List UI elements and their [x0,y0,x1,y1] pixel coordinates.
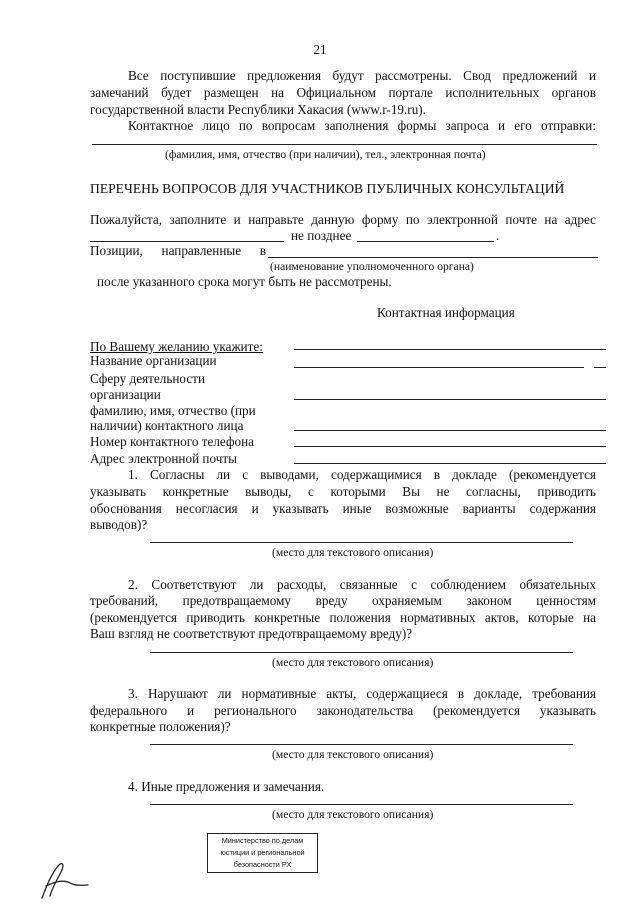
intro-line-2: замечаний будет размещен на Официальном портале исполнительных органов [90,85,596,100]
question-1-line-4: выводов)? [90,517,148,532]
contact-info-title: Контактная информация [377,305,515,320]
activity-answer-line [294,399,606,400]
instructions-deadline-label: не позднее [291,228,352,243]
org-name-answer-line [294,367,584,368]
question-3-answer-caption: (место для текстового описания) [272,748,434,761]
intro-line-4: Контактное лицо по вопросам заполнения формы запроса и его отправки: [128,118,596,133]
authority-caption: (наименование уполномоченного органа) [270,260,474,273]
fio-label-2: наличии) контактного лица [90,418,244,433]
question-2-line-1: 2. Соответствуют ли расходы, связанные с соблюдением обязательных [128,577,596,592]
org-name-label: Название организации [90,353,217,368]
page-heading: ПЕРЕЧЕНЬ ВОПРОСОВ ДЛЯ УЧАСТНИКОВ ПУБЛИЧНЫХ КОНСУЛЬТАЦИЙ [90,181,565,196]
instructions-line-4: после указанного срока могут быть не рассмотрены. [97,274,392,289]
ministry-stamp [207,833,318,873]
phone-label: Номер контактного телефона [90,434,254,449]
fio-label-1: фамилию, имя, отчество (при [90,403,256,418]
page-number: 21 [313,42,327,57]
question-2-line-2: требований, предотвращаемому вреду охраняемым законом ценностям [90,593,596,608]
question-1-answer-caption: (место для текстового описания) [272,546,434,559]
stamp-line-3: безопасности РХ [233,860,292,869]
instructions-period: . [496,228,500,243]
contact-info-lead: По Вашему желанию укажите: [90,339,263,354]
deadline-date-line [357,241,494,242]
question-1-line-1: 1. Согласны ли с выводами, содержащимися в докладе (рекомендуется [128,467,596,482]
question-3-line-1: 3. Нарушают ли нормативные акты, содержащиеся в докладе, требования [128,686,596,701]
question-2-answer-caption: (место для текстового описания) [272,656,434,669]
question-1-line-2: указывать конкретные выводы, с которыми Вы не согласны, приводить [90,484,596,499]
question-3-line-2: федерального и регионального законодательства (рекомендуется указывать [90,703,596,718]
handwritten-signature [28,858,100,902]
email-answer-line [294,463,606,464]
question-3-answer-line [150,744,573,745]
activity-label-2: организации [90,387,161,402]
instructions-line-3: Позиции, направленные в [90,243,266,258]
question-2-line-3: (рекомендуется приводить конкретные положения нормативных актов, которые на [90,610,596,625]
question-1-line-3: обоснования несогласия и указывать иные возможные варианты содержания [90,501,596,516]
authority-name-line [268,257,598,258]
question-1-answer-line [150,542,573,543]
instructions-line-1: Пожалуйста, заполните и направьте данную форму по электронной почте на адрес [90,212,596,227]
email-label: Адрес электронной почты [90,451,237,466]
intro-line-3: государственной власти Республики Хакасия (www.r-19.ru). [90,102,426,117]
email-address-line [90,241,284,242]
question-2-answer-line [150,652,573,653]
question-4-answer-caption: (место для текстового описания) [272,808,434,821]
contact-person-caption: (фамилия, имя, отчество (при наличии), тел., электронная почта) [165,148,486,161]
intro-line-1: Все поступившие предложения будут рассмотрены. Свод предложений и [128,68,596,83]
org-name-answer-line-tail [594,367,606,368]
fio-answer-line [294,430,606,431]
question-3-line-3: конкретные положения)? [90,719,231,734]
contact-person-line [92,144,597,145]
question-4-line-1: 4. Иные предложения и замечания. [128,779,325,794]
stamp-line-2: юстиции и региональной [220,848,305,857]
question-4-answer-line [150,804,573,805]
activity-label-1: Сферу деятельности [90,371,205,386]
question-2-line-4: Ваш взгляд не соответствуют предотвращаемому вреду)? [90,626,413,641]
lead-answer-line [294,349,606,350]
phone-answer-line [294,446,606,447]
stamp-line-1: Министерство по делам [221,836,304,845]
